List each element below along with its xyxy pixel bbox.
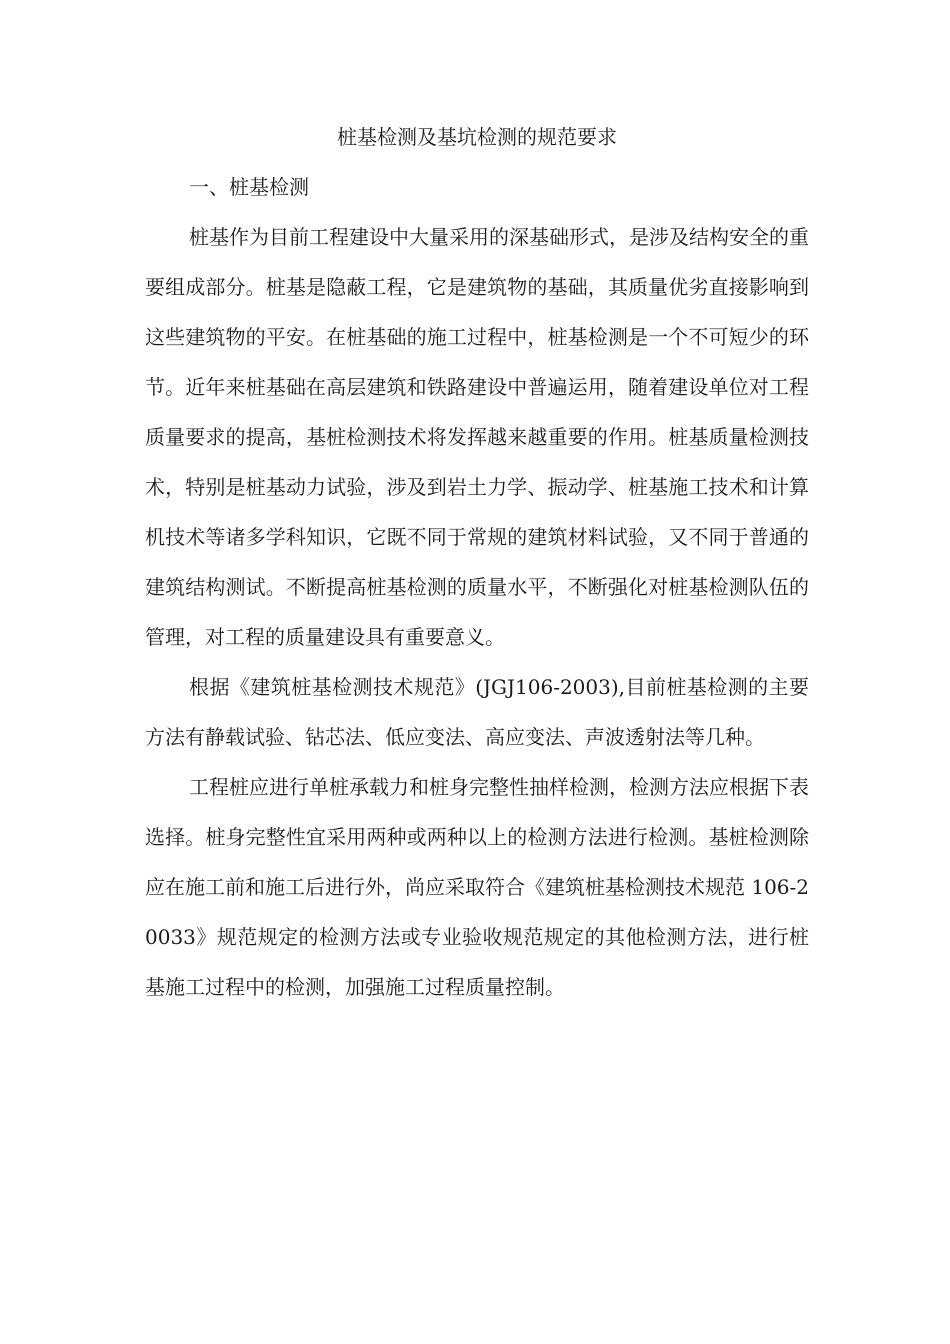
- paragraph-testing-methods: 根据《建筑桩基检测技术规范》(JGJ106-2003),目前桩基检测的主要方法有静载试验、钻芯法、低应变法、高应变法、声波透射法等几种。: [145, 675, 809, 749]
- paragraph-sampling-requirements: 工程桩应进行单桩承载力和桩身完整性抽样检测，检测方法应根据下表选择。桩身完整性宜采用两种或两种以上的检测方法进行检测。基桩检测除应在施工前和施工后进行外，尚应采取符合《建筑桩基检测技术规范 106-20033》规范规定的检测方法或专业验收规范规定的其他检测方法，进行桩基施工过程中的检测，加强施工过程质量控制。: [145, 775, 810, 999]
- document-title: 桩基检测及基坑检测的规范要求: [337, 125, 617, 149]
- paragraph-pile-foundation-overview: 桩基作为目前工程建设中大量采用的深基础形式，是涉及结构安全的重要组成部分。桩基是隐蔽工程，它是建筑物的基础，其质量优劣直接影响到这些建筑物的平安。在桩基础的施工过程中，桩基检测是一个不可短少的环节。近年来桩基础在高层建筑和铁路建设中普遍运用，随着建设单位对工程质量要求的提高，基桩检测技术将发挥越来越重要的作用。桩基质量检测技术，特别是桩基动力试验，涉及到岩土力学、振动学、桩基施工技术和计算机技术等诸多学科知识，它既不同于常规的建筑材料试验，又不同于普通的建筑结构测试。不断提高桩基检测的质量水平，不断强化对桩基检测队伍的管理，对工程的质量建设具有重要意义。: [145, 225, 809, 649]
- document-body: [145, 112, 809, 1012]
- section-heading-pile-testing: 一、桩基检测: [189, 175, 309, 199]
